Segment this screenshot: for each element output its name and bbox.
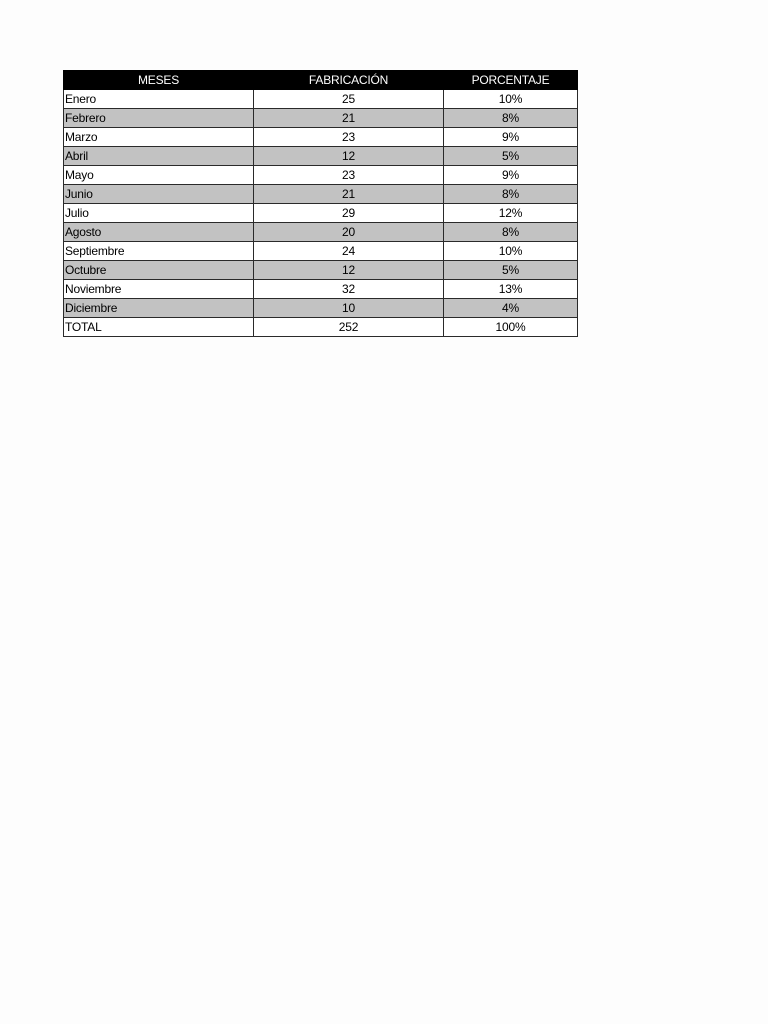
table-row [64,223,578,242]
table-row [64,299,578,318]
fabrication-cell: 29 [254,204,444,223]
total-row [64,318,578,337]
fabrication-cell: 23 [254,166,444,185]
fabrication-cell: 24 [254,242,444,261]
fabrication-cell: 21 [254,185,444,204]
percent-cell: 5% [444,261,578,280]
month-cell: Mayo [64,166,254,185]
percent-cell: 9% [444,166,578,185]
total-percent: 100% [444,318,578,337]
month-cell: Agosto [64,223,254,242]
table-row [64,280,578,299]
total-fabrication: 252 [254,318,444,337]
header-porcentaje: PORCENTAJE [444,71,578,90]
month-cell: Junio [64,185,254,204]
table-row [64,242,578,261]
percent-cell: 10% [444,242,578,261]
header-fabricacion: FABRICACIÓN [254,71,444,90]
fabrication-cell: 10 [254,299,444,318]
table-row [64,90,578,109]
fabrication-cell: 12 [254,147,444,166]
total-label: TOTAL [64,318,254,337]
fabrication-cell: 21 [254,109,444,128]
percent-cell: 4% [444,299,578,318]
percent-cell: 8% [444,223,578,242]
table-header-row [64,71,578,90]
percent-cell: 8% [444,185,578,204]
percent-cell: 8% [444,109,578,128]
percent-cell: 10% [444,90,578,109]
table-row [64,261,578,280]
fabrication-cell: 32 [254,280,444,299]
month-cell: Julio [64,204,254,223]
percent-cell: 5% [444,147,578,166]
percent-cell: 13% [444,280,578,299]
fabrication-cell: 23 [254,128,444,147]
fabrication-cell: 20 [254,223,444,242]
table-row [64,109,578,128]
fabrication-cell: 25 [254,90,444,109]
month-cell: Febrero [64,109,254,128]
month-cell: Enero [64,90,254,109]
month-cell: Abril [64,147,254,166]
percent-cell: 12% [444,204,578,223]
header-meses: MESES [64,71,254,90]
month-cell: Octubre [64,261,254,280]
percent-cell: 9% [444,128,578,147]
table-row [64,147,578,166]
table-row [64,128,578,147]
table-row [64,185,578,204]
month-cell: Noviembre [64,280,254,299]
month-cell: Septiembre [64,242,254,261]
table-row [64,204,578,223]
month-cell: Diciembre [64,299,254,318]
table-row [64,166,578,185]
month-cell: Marzo [64,128,254,147]
fabrication-cell: 12 [254,261,444,280]
fabrication-table [63,70,578,337]
